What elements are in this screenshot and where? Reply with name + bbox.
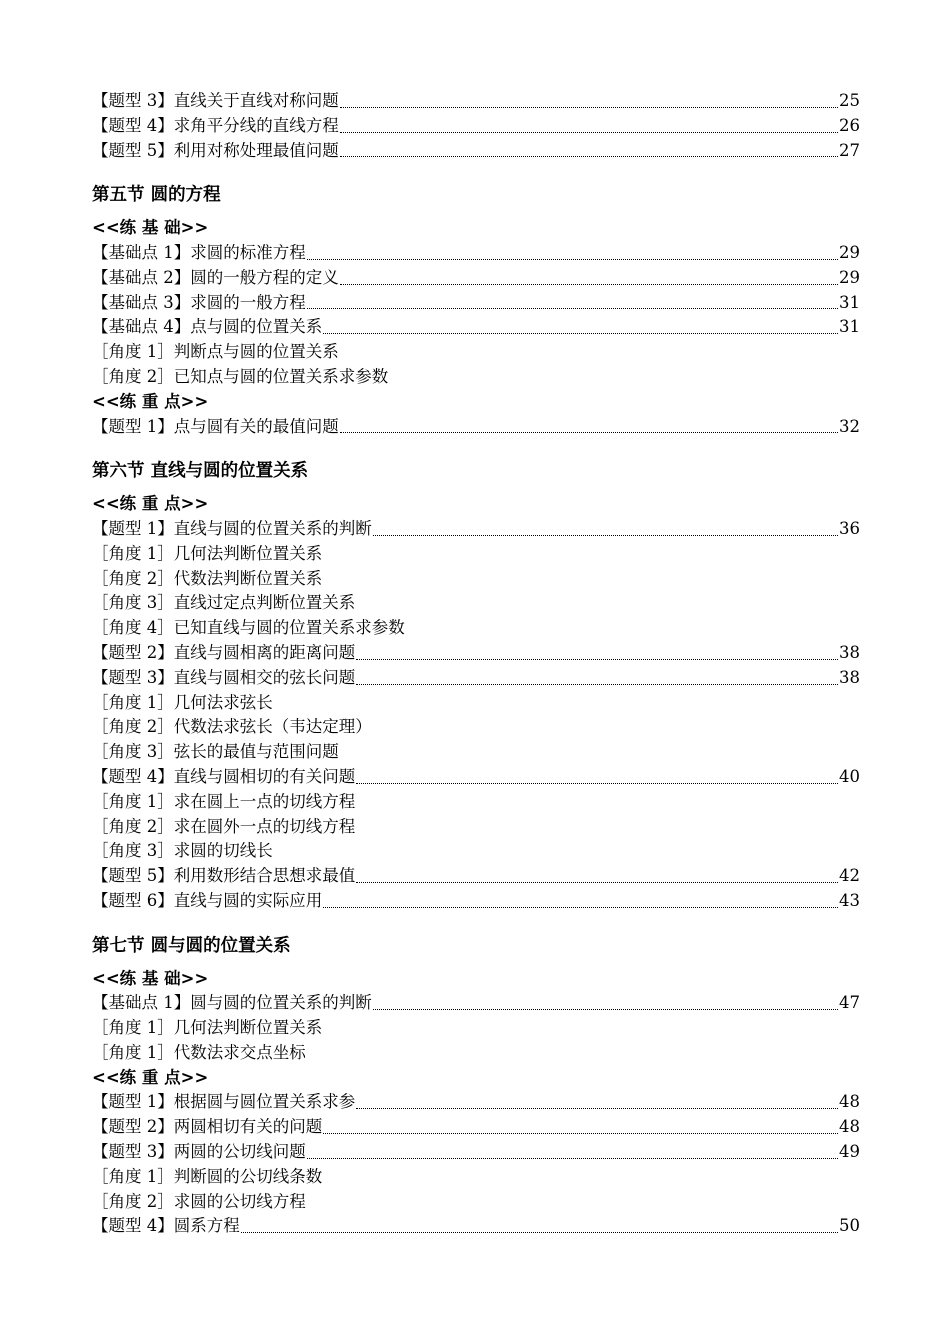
toc-angle-item[interactable] — [92, 567, 860, 592]
toc-entry-title: 【基础点 1】求圆的标准方程 — [92, 242, 306, 262]
toc-angle-text: ［角度 1］求在圆上一点的切线方程 — [92, 791, 356, 811]
toc-angle-text: ［角度 1］判断圆的公切线条数 — [92, 1166, 323, 1186]
toc-entry-title: 【题型 3】两圆的公切线问题 — [92, 1142, 306, 1162]
toc-angle-item[interactable] — [92, 815, 860, 840]
toc-page-number: 42 — [839, 866, 860, 886]
toc-entry[interactable] — [92, 114, 860, 139]
toc-angle-text: ［角度 2］代数法求弦长（韦达定理） — [92, 717, 372, 737]
subsection-label: <<练 重 点>> — [92, 494, 209, 514]
dot-leader — [241, 1232, 838, 1233]
toc-angle-text: ［角度 3］弦长的最值与范围问题 — [92, 742, 339, 762]
toc-entry-title: 【题型 2】两圆相切有关的问题 — [92, 1117, 323, 1137]
toc-entry[interactable] — [92, 641, 860, 666]
toc-entry[interactable] — [92, 864, 860, 889]
toc-angle-item[interactable] — [92, 365, 860, 390]
toc-page-number: 48 — [839, 1117, 860, 1137]
dot-leader — [356, 1108, 838, 1109]
toc-page-number: 31 — [839, 292, 860, 312]
toc-angle-text: ［角度 2］求圆的公切线方程 — [92, 1191, 306, 1211]
toc-angle-text: ［角度 4］已知直线与圆的位置关系求参数 — [92, 618, 405, 638]
toc-page-number: 29 — [839, 267, 860, 287]
dot-leader — [356, 882, 838, 883]
toc-entry[interactable] — [92, 1115, 860, 1140]
toc-entry-title: 【题型 4】直线与圆相切的有关问题 — [92, 766, 356, 786]
toc-entry[interactable] — [92, 889, 860, 914]
toc-page-number: 40 — [839, 766, 860, 786]
toc-entry[interactable] — [92, 241, 860, 266]
toc-page-number: 31 — [839, 317, 860, 337]
toc-entry[interactable] — [92, 89, 860, 114]
subsection-label: <<练 基 础>> — [92, 218, 209, 238]
dot-leader — [307, 308, 838, 309]
toc-angle-item[interactable] — [92, 1165, 860, 1190]
toc-angle-item[interactable] — [92, 340, 860, 365]
toc-angle-item[interactable] — [92, 542, 860, 567]
toc-angle-item[interactable] — [92, 790, 860, 815]
toc-entry[interactable] — [92, 139, 860, 164]
toc-angle-item[interactable] — [92, 1016, 860, 1041]
toc-angle-item[interactable] — [92, 591, 860, 616]
toc-entry-title: 【基础点 1】圆与圆的位置关系的判断 — [92, 993, 372, 1013]
toc-page-number: 32 — [839, 416, 860, 436]
toc-entry-title: 【题型 2】直线与圆相离的距离问题 — [92, 642, 356, 662]
toc-page-number: 47 — [839, 993, 860, 1013]
toc-page-number: 49 — [839, 1142, 860, 1162]
dot-leader — [323, 907, 838, 908]
toc-entry[interactable] — [92, 517, 860, 542]
dot-leader — [356, 783, 838, 784]
toc-entry-title: 【基础点 4】点与圆的位置关系 — [92, 317, 323, 337]
section-heading: 第五节 圆的方程 — [92, 185, 221, 206]
toc-angle-item[interactable] — [92, 1190, 860, 1215]
dot-leader — [356, 684, 838, 685]
toc-angle-text: ［角度 1］代数法求交点坐标 — [92, 1042, 306, 1062]
toc-entry-title: 【题型 4】圆系方程 — [92, 1216, 240, 1236]
toc-page-number: 29 — [839, 242, 860, 262]
subsection-label: <<练 基 础>> — [92, 968, 209, 988]
subsection-label: <<练 重 点>> — [92, 391, 209, 411]
toc-angle-item[interactable] — [92, 691, 860, 716]
toc-angle-text: ［角度 3］直线过定点判断位置关系 — [92, 593, 356, 613]
toc-entry-title: 【题型 5】利用对称处理最值问题 — [92, 140, 339, 160]
toc-angle-text: ［角度 1］判断点与圆的位置关系 — [92, 342, 339, 362]
toc-entry-title: 【题型 1】根据圆与圆位置关系求参 — [92, 1092, 356, 1112]
toc-angle-item[interactable] — [92, 740, 860, 765]
toc-entry-title: 【题型 5】利用数形结合思想求最值 — [92, 866, 356, 886]
toc-angle-item[interactable] — [92, 616, 860, 641]
toc-entry-title: 【题型 6】直线与圆的实际应用 — [92, 890, 323, 910]
table-of-contents — [92, 89, 860, 1239]
toc-angle-text: ［角度 1］几何法判断位置关系 — [92, 1018, 323, 1038]
dot-leader — [307, 1158, 838, 1159]
toc-entry[interactable] — [92, 266, 860, 291]
toc-entry[interactable] — [92, 991, 860, 1016]
section-heading: 第六节 直线与圆的位置关系 — [92, 461, 309, 482]
dot-leader — [373, 1009, 838, 1010]
dot-leader — [373, 535, 838, 536]
toc-entry-title: 【基础点 2】圆的一般方程的定义 — [92, 267, 339, 287]
toc-angle-item[interactable] — [92, 839, 860, 864]
toc-page-number: 43 — [839, 890, 860, 910]
dot-leader — [340, 107, 838, 108]
toc-entry[interactable] — [92, 1090, 860, 1115]
dot-leader — [307, 259, 838, 260]
dot-leader — [340, 156, 838, 157]
toc-entry-title: 【题型 4】求角平分线的直线方程 — [92, 115, 339, 135]
toc-angle-item[interactable] — [92, 715, 860, 740]
toc-page-number: 26 — [839, 115, 860, 135]
toc-entry[interactable] — [92, 315, 860, 340]
toc-angle-text: ［角度 1］几何法判断位置关系 — [92, 543, 323, 563]
toc-page-number: 50 — [839, 1216, 860, 1236]
toc-entry-title: 【基础点 3】求圆的一般方程 — [92, 292, 306, 312]
toc-entry[interactable] — [92, 291, 860, 316]
toc-entry[interactable] — [92, 415, 860, 440]
toc-page-number: 27 — [839, 140, 860, 160]
dot-leader — [340, 284, 838, 285]
toc-angle-text: ［角度 3］求圆的切线长 — [92, 841, 273, 861]
dot-leader — [323, 1133, 838, 1134]
toc-page-number: 36 — [839, 518, 860, 538]
toc-entry-title: 【题型 3】直线与圆相交的弦长问题 — [92, 667, 356, 687]
toc-entry[interactable] — [92, 666, 860, 691]
toc-entry-title: 【题型 1】直线与圆的位置关系的判断 — [92, 518, 372, 538]
toc-page-number: 38 — [839, 642, 860, 662]
toc-entry-title: 【题型 1】点与圆有关的最值问题 — [92, 416, 339, 436]
section-heading: 第七节 圆与圆的位置关系 — [92, 935, 291, 956]
toc-page-number: 25 — [839, 91, 860, 110]
subsection-label: <<练 重 点>> — [92, 1067, 209, 1087]
toc-page-number: 38 — [839, 667, 860, 687]
dot-leader — [340, 132, 838, 133]
toc-entry-title: 【题型 3】直线关于直线对称问题 — [92, 91, 339, 110]
toc-page-number: 48 — [839, 1092, 860, 1112]
toc-angle-text: ［角度 2］已知点与圆的位置关系求参数 — [92, 366, 389, 386]
toc-angle-text: ［角度 2］代数法判断位置关系 — [92, 568, 323, 588]
toc-angle-text: ［角度 1］几何法求弦长 — [92, 692, 273, 712]
toc-entry[interactable] — [92, 1140, 860, 1165]
toc-entry[interactable] — [92, 1214, 860, 1239]
toc-angle-text: ［角度 2］求在圆外一点的切线方程 — [92, 816, 356, 836]
dot-leader — [340, 432, 838, 433]
toc-angle-item[interactable] — [92, 1041, 860, 1066]
dot-leader — [323, 333, 838, 334]
dot-leader — [356, 659, 838, 660]
toc-entry[interactable] — [92, 765, 860, 790]
